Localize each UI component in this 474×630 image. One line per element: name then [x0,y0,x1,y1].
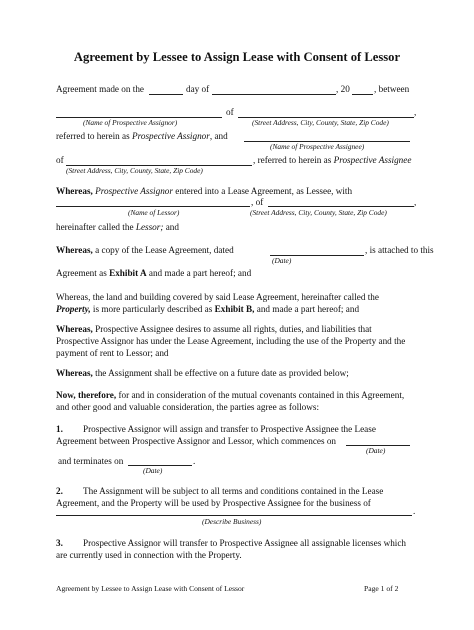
text: and other good and valuable consideration, the parties agree as follows: [56,402,320,412]
text: , referred to herein as Prospective Assignee [253,155,412,165]
text: Prospective Assignor will transfer to Prospective Assignee all assignable licenses which [83,538,407,548]
footer-title: Agreement by Lessee to Assign Lease with Consent of Lessor [56,584,245,593]
blank-day[interactable] [149,94,183,95]
blank-business[interactable] [56,515,412,516]
text: . [413,506,416,516]
text: The Assignment will be subject to all terms and conditions contained in the Lease [83,486,384,496]
caption: (Street Address, City, County, State, Zip Code) [250,208,387,217]
caption: (Date) [272,256,292,265]
caption: (Date) [366,446,386,455]
text: day of [186,84,210,94]
blank-lessor-address[interactable] [268,206,414,207]
section-number: 2. [56,486,63,496]
caption: (Street Address, City, County, State, Zip Code) [66,166,203,175]
text: of [226,107,234,117]
text: Agreement made on the [56,84,145,94]
text: , [414,197,417,207]
text: of [56,155,64,165]
document-title: Agreement by Lessee to Assign Lease with Consent of Lessor [73,50,401,64]
text: Property, is more particularly described as Exhibit B, and made a part hereof; and [56,304,360,314]
text: Whereas, Prospective Assignor entered into a Lease Agreement, as Lessee, with [56,186,353,196]
text: Agreement between Prospective Assignor and Lessor, which commences on [56,436,337,446]
blank-month[interactable] [212,94,336,95]
blank-lessor-name[interactable] [56,206,250,207]
caption: (Date) [143,466,163,475]
text: and terminates on [58,456,124,466]
text: , of [251,197,264,207]
text: Now, therefore, for and in consideration of the mutual covenants contained in this Agreement, [56,390,405,400]
section-number: 3. [56,538,63,548]
text: Agreement, and the Property will be used by Prospective Assignee for the business of [56,498,371,508]
caption: (Name of Lessor) [128,208,180,217]
text: are currently used in connection with the Property. [56,550,242,560]
text: , [414,107,417,117]
text: , is attached to this [365,245,434,255]
text: Whereas, the Assignment shall be effective on a future date as provided below; [56,368,349,378]
text: , 20 [336,84,350,94]
text: Whereas, the land and building covered by said Lease Agreement, hereinafter called the [56,292,379,302]
caption: (Describe Business) [202,517,262,526]
text: Prospective Assignor will assign and transfer to Prospective Assignee the Lease [83,424,376,434]
caption: (Name of Prospective Assignee) [270,142,365,151]
text: Whereas, a copy of the Lease Agreement, dated [56,245,234,255]
text: payment of rent to Lessor; and [56,348,169,358]
text: referred to herein as Prospective Assignor, and [56,131,228,141]
text: Prospective Assignor has under the Lease Agreement, including the use of the Property and the [56,336,406,346]
text: . [193,456,196,466]
caption: (Name of Prospective Assignor) [83,118,178,127]
text: Agreement as Exhibit A and made a part hereof; and [56,268,252,278]
text: , between [374,84,410,94]
page-number: Page 1 of 2 [364,584,399,593]
text: hereinafter called the Lessor; and [56,222,179,232]
section-number: 1. [56,424,63,434]
caption: (Street Address, City, County, State, Zip Code) [252,118,389,127]
blank-year[interactable] [352,94,373,95]
text: Whereas, Prospective Assignee desires to assume all rights, duties, and liabilities that [56,324,372,334]
